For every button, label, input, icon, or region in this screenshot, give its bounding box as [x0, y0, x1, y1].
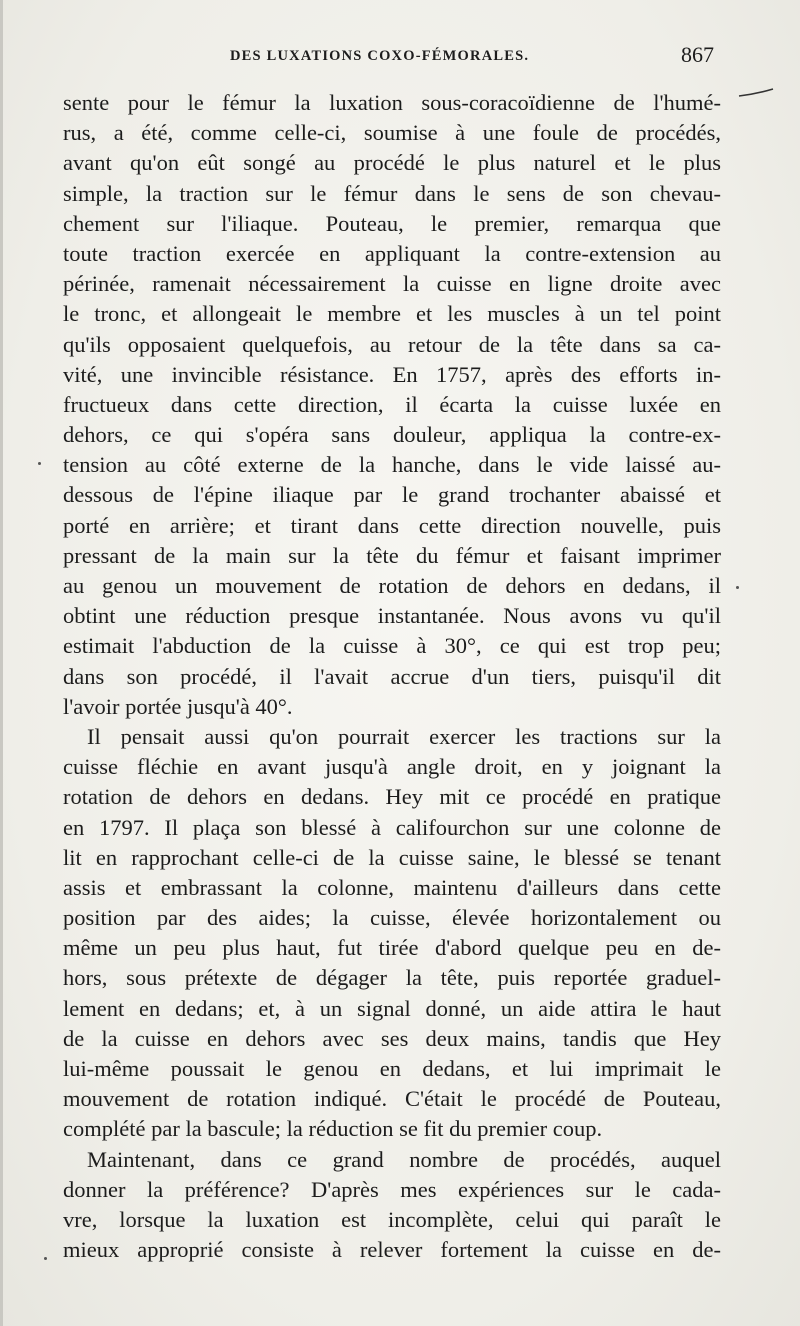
- text-line: chement sur l'iliaque. Pouteau, le premier, remarqua que: [63, 210, 721, 236]
- text-line: lui-même poussait le genou en dedans, et lui imprimait le: [63, 1056, 721, 1081]
- text-line: lement en dedans; et, à un signal donné, un aide attira le haut: [63, 995, 721, 1021]
- text-line: qu'ils opposaient quelquefois, au retour de la tête dans sa ca-: [63, 331, 721, 357]
- text-line: l'avoir portée jusqu'à 40°.: [63, 693, 293, 719]
- margin-dot: [44, 1257, 47, 1260]
- text-line: Maintenant, dans ce grand nombre de procédés, auquel: [87, 1146, 721, 1172]
- text-line: Il pensait aussi qu'on pourrait exercer les tractions sur la: [87, 723, 721, 749]
- text-line: vité, une invincible résistance. En 1757, après des efforts in-: [63, 361, 721, 387]
- text-line: assis et embrassant la colonne, maintenu d'ailleurs dans cette: [63, 874, 721, 900]
- text-line: de la cuisse en dehors avec ses deux mains, tandis que Hey: [63, 1025, 721, 1051]
- text-line: toute traction exercée en appliquant la contre-extension au: [63, 240, 721, 266]
- text-line: complété par la bascule; la réduction se fit du premier coup.: [63, 1116, 603, 1142]
- text-line: cuisse fléchie en avant jusqu'à angle droit, en y joignant la: [63, 754, 721, 780]
- margin-pen-stroke: [738, 88, 774, 98]
- text-line: vre, lorsque la luxation est incomplète, celui qui paraît le: [63, 1206, 721, 1232]
- running-title: DES LUXATIONS COXO-FÉMORALES.: [230, 48, 530, 64]
- text-line: fructueux dans cette direction, il écarta la cuisse luxée en: [63, 391, 721, 417]
- text-line: rotation de dehors en dedans. Hey mit ce procédé en pratique: [63, 784, 721, 810]
- margin-dot: [38, 462, 41, 465]
- text-line: rus, a été, comme celle-ci, soumise à une foule de procédés,: [63, 120, 721, 146]
- text-line: en 1797. Il plaça son blessé à califourchon sur une colonne de: [63, 814, 721, 840]
- text-line: dessous de l'épine iliaque par le grand trochanter abaissé et: [63, 482, 721, 508]
- text-line: même un peu plus haut, fut tirée d'abord quelque peu en de-: [63, 935, 721, 961]
- page-number: 867: [681, 42, 714, 67]
- page-edge: [0, 0, 3, 1326]
- text-line: estimait l'abduction de la cuisse à 30°, ce qui est trop peu;: [63, 633, 721, 659]
- text-line: sente pour le fémur la luxation sous-coracoïdienne de l'humé-: [63, 90, 721, 115]
- text-line: avant qu'on eût songé au procédé le plus naturel et le plus: [63, 150, 721, 176]
- text-line: périnée, ramenait nécessairement la cuisse en ligne droite avec: [63, 271, 721, 297]
- text-line: obtint une réduction presque instantanée. Nous avons vu qu'il: [63, 603, 721, 629]
- text-line: lit en rapprochant celle-ci de la cuisse saine, le blessé se tenant: [63, 844, 721, 870]
- text-line: hors, sous prétexte de dégager la tête, puis reportée graduel-: [63, 965, 721, 991]
- text-line: au genou un mouvement de rotation de dehors en dedans, il: [63, 573, 721, 598]
- text-line: le tronc, et allongeait le membre et les muscles à un tel point: [63, 301, 721, 327]
- text-line: mouvement de rotation indiqué. C'était le procédé de Pouteau,: [63, 1086, 721, 1112]
- page-header: [62, 42, 722, 72]
- text-line: porté en arrière; et tirant dans cette direction nouvelle, puis: [63, 512, 721, 538]
- text-line: dehors, ce qui s'opéra sans douleur, appliqua la contre-ex-: [63, 422, 721, 448]
- text-line: donner la préférence? D'après mes expériences sur le cada-: [63, 1176, 721, 1202]
- text-line: position par des aides; la cuisse, élevée horizontalement ou: [63, 905, 721, 931]
- text-line: tension au côté externe de la hanche, dans le vide laissé au-: [63, 452, 721, 478]
- text-line: simple, la traction sur le fémur dans le sens de son chevau-: [63, 180, 721, 206]
- text-line: mieux approprié consiste à relever fortement la cuisse en de-: [63, 1237, 721, 1263]
- margin-dot: [736, 586, 739, 589]
- body-text: [63, 88, 721, 1265]
- text-line: dans son procédé, il l'avait accrue d'un tiers, puisqu'il dit: [63, 663, 721, 689]
- text-line: pressant de la main sur la tête du fémur et faisant imprimer: [63, 542, 721, 568]
